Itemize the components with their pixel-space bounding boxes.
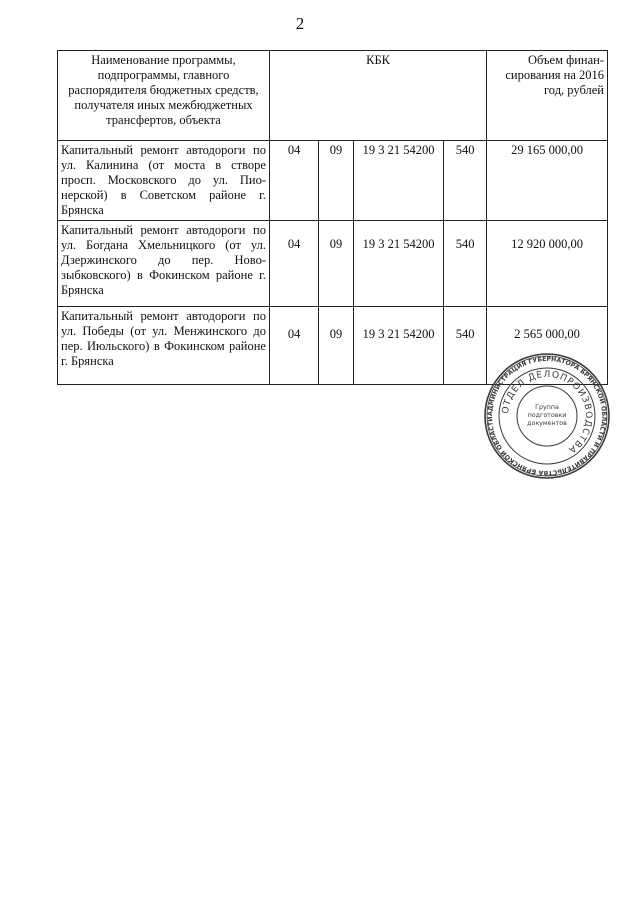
kbk-subsection: 09 xyxy=(319,141,354,221)
header-amount: Объем финан-сирования на 2016 год, рублей xyxy=(487,51,608,141)
row-name: Капитальный ремонт автодороги по ул. Богдана Хмельницкого (от ул. Дзержинского до пер. Ново-зыбковского) в Фокинском районе г. Брянска xyxy=(58,221,270,307)
header-name: Наименование программы, подпрограммы, главного распорядителя бюджетных средств, получателя иных межбюджетных трансфертов, объекта xyxy=(58,51,270,141)
row-name: Капитальный ремонт автодороги по ул. Калинина (от моста в створе просп. Московского до ул. Пио-нерской) в Советском районе г. Брянска xyxy=(58,141,270,221)
row-amount: 2 565 000,00 xyxy=(487,307,608,385)
table-row xyxy=(58,141,608,221)
kbk-target: 19 3 21 54200 xyxy=(353,307,443,385)
kbk-target: 19 3 21 54200 xyxy=(353,221,443,307)
row-name: Капитальный ремонт автодороги по ул. Победы (от ул. Менжинского до пер. Июльского) в Фокинском районе г. Брянска xyxy=(58,307,270,385)
kbk-subsection: 09 xyxy=(319,307,354,385)
official-stamp xyxy=(483,352,611,480)
page-number: 2 xyxy=(295,14,305,33)
svg-text:Группа: Группа xyxy=(535,404,559,411)
kbk-section: 04 xyxy=(269,141,318,221)
kbk-expense-type: 540 xyxy=(444,221,487,307)
kbk-expense-type: 540 xyxy=(444,141,487,221)
header-kbk: КБК xyxy=(269,51,486,141)
kbk-subsection: 09 xyxy=(319,221,354,307)
kbk-section: 04 xyxy=(269,221,318,307)
table-header-row xyxy=(58,51,608,141)
stamp-middle-text: ОТДЕЛ ДЕЛОПРОИЗВОДСТВА xyxy=(500,369,594,455)
table-row xyxy=(58,221,608,307)
stamp-outer-text: АДМИНИСТРАЦИЯ ГУБЕРНАТОРА БРЯНСКОЙ ОБЛАСТИ И ПРАВИТЕЛЬСТВА БРЯНСКОЙ ОБЛАСТИ xyxy=(486,355,608,477)
row-amount: 12 920 000,00 xyxy=(487,221,608,307)
budget-table xyxy=(57,50,608,385)
kbk-section: 04 xyxy=(269,307,318,385)
kbk-expense-type: 540 xyxy=(444,307,487,385)
row-amount: 29 165 000,00 xyxy=(487,141,608,221)
svg-text:подготовки: подготовки xyxy=(527,412,567,419)
svg-text:документов: документов xyxy=(527,420,567,427)
kbk-target: 19 3 21 54200 xyxy=(353,141,443,221)
